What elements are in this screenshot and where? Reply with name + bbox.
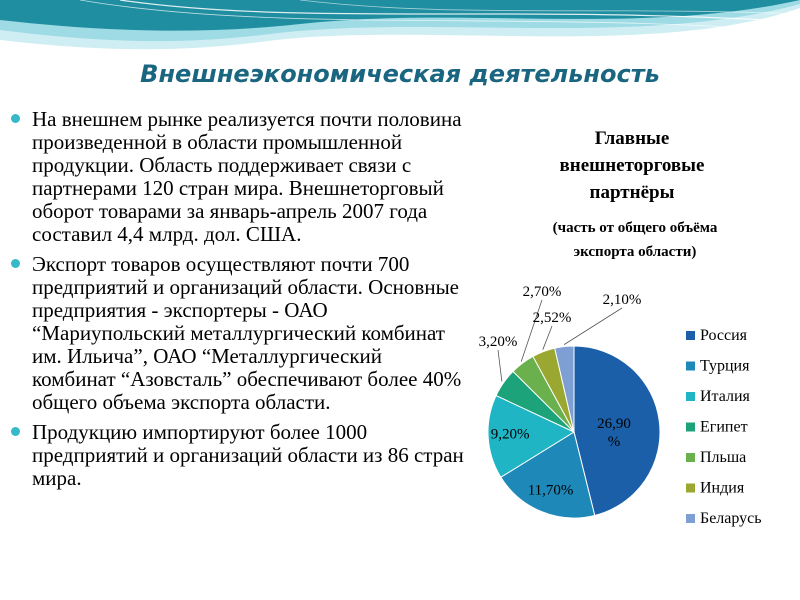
chart-subtitle-line: экспорта области) (573, 244, 697, 260)
bullet-text: На внешнем рынке реализуется почти половина произведенной в области промышленной продукции. Область поддерживает связи с партнерами 120 стран мира. Внешнеторговый оборот товарами за январь-апрель 2007 года составил 4,4 млрд. дол. США. (32, 107, 462, 246)
bullet-text: Продукцию импортируют более 1000 предприятий и организаций области из 86 стран мира. (32, 420, 464, 490)
pie-data-label: 2,70% (522, 284, 562, 300)
legend-label: Египет (700, 418, 748, 436)
legend-swatch (686, 453, 695, 462)
chart-title (560, 128, 705, 203)
bullet-item (8, 421, 468, 490)
legend-swatch (686, 423, 695, 432)
legend-label: Турция (700, 357, 750, 375)
legend-label: Россия (700, 327, 748, 344)
bullet-dot-icon (11, 114, 20, 123)
legend-swatch (686, 484, 695, 493)
chart-title-line: Главные (594, 128, 670, 149)
pie-data-label: 2,52% (532, 310, 572, 326)
pie-data-label-line: 26,90 (597, 416, 631, 432)
legend-swatch (686, 392, 695, 401)
chart-legend (686, 327, 762, 527)
pie-chart (460, 118, 800, 538)
pie-data-label: 3,20% (478, 334, 518, 350)
bullet-list (8, 108, 468, 497)
pie-data-label-line: % (607, 434, 621, 450)
pie-data-label: 9,20% (490, 426, 530, 443)
bullet-item (8, 253, 468, 414)
pie-leader-line (498, 350, 502, 382)
pie-data-label: 11,70% (527, 482, 574, 499)
bullet-dot-icon (11, 427, 20, 436)
slide-title: Внешнеэкономическая деятельность (140, 60, 660, 88)
legend-swatch (686, 331, 695, 340)
bullet-item (8, 108, 468, 246)
bullet-text: Экспорт товаров осуществляют почти 700 предприятий и организаций области. Основные предприятия - экспортеры - ОАО “Мариупольский металлургический комбинат им. Ильича”, ОАО “Металлургический комбинат “Азовсталь” обеспечивают более 40% общего объема экспорта области. (32, 252, 462, 414)
pie-leader-line (543, 326, 552, 350)
legend-label: Италия (700, 388, 750, 405)
chart-title-line: внешнеторговые (559, 155, 705, 176)
chart-subtitle (553, 220, 718, 260)
legend-label: Индия (700, 479, 745, 497)
legend-label: Пльша (700, 449, 747, 466)
legend-swatch (686, 362, 695, 371)
legend-label: Беларусь (700, 510, 762, 527)
pie-leader-line (564, 308, 622, 345)
bullet-dot-icon (11, 259, 20, 268)
decorative-wave-header (0, 0, 800, 60)
chart-title-line: партнёры (589, 182, 675, 203)
chart-subtitle-line: (часть от общего объёма (552, 220, 718, 236)
legend-swatch (686, 514, 695, 523)
pie-data-label: 2,10% (602, 292, 642, 308)
